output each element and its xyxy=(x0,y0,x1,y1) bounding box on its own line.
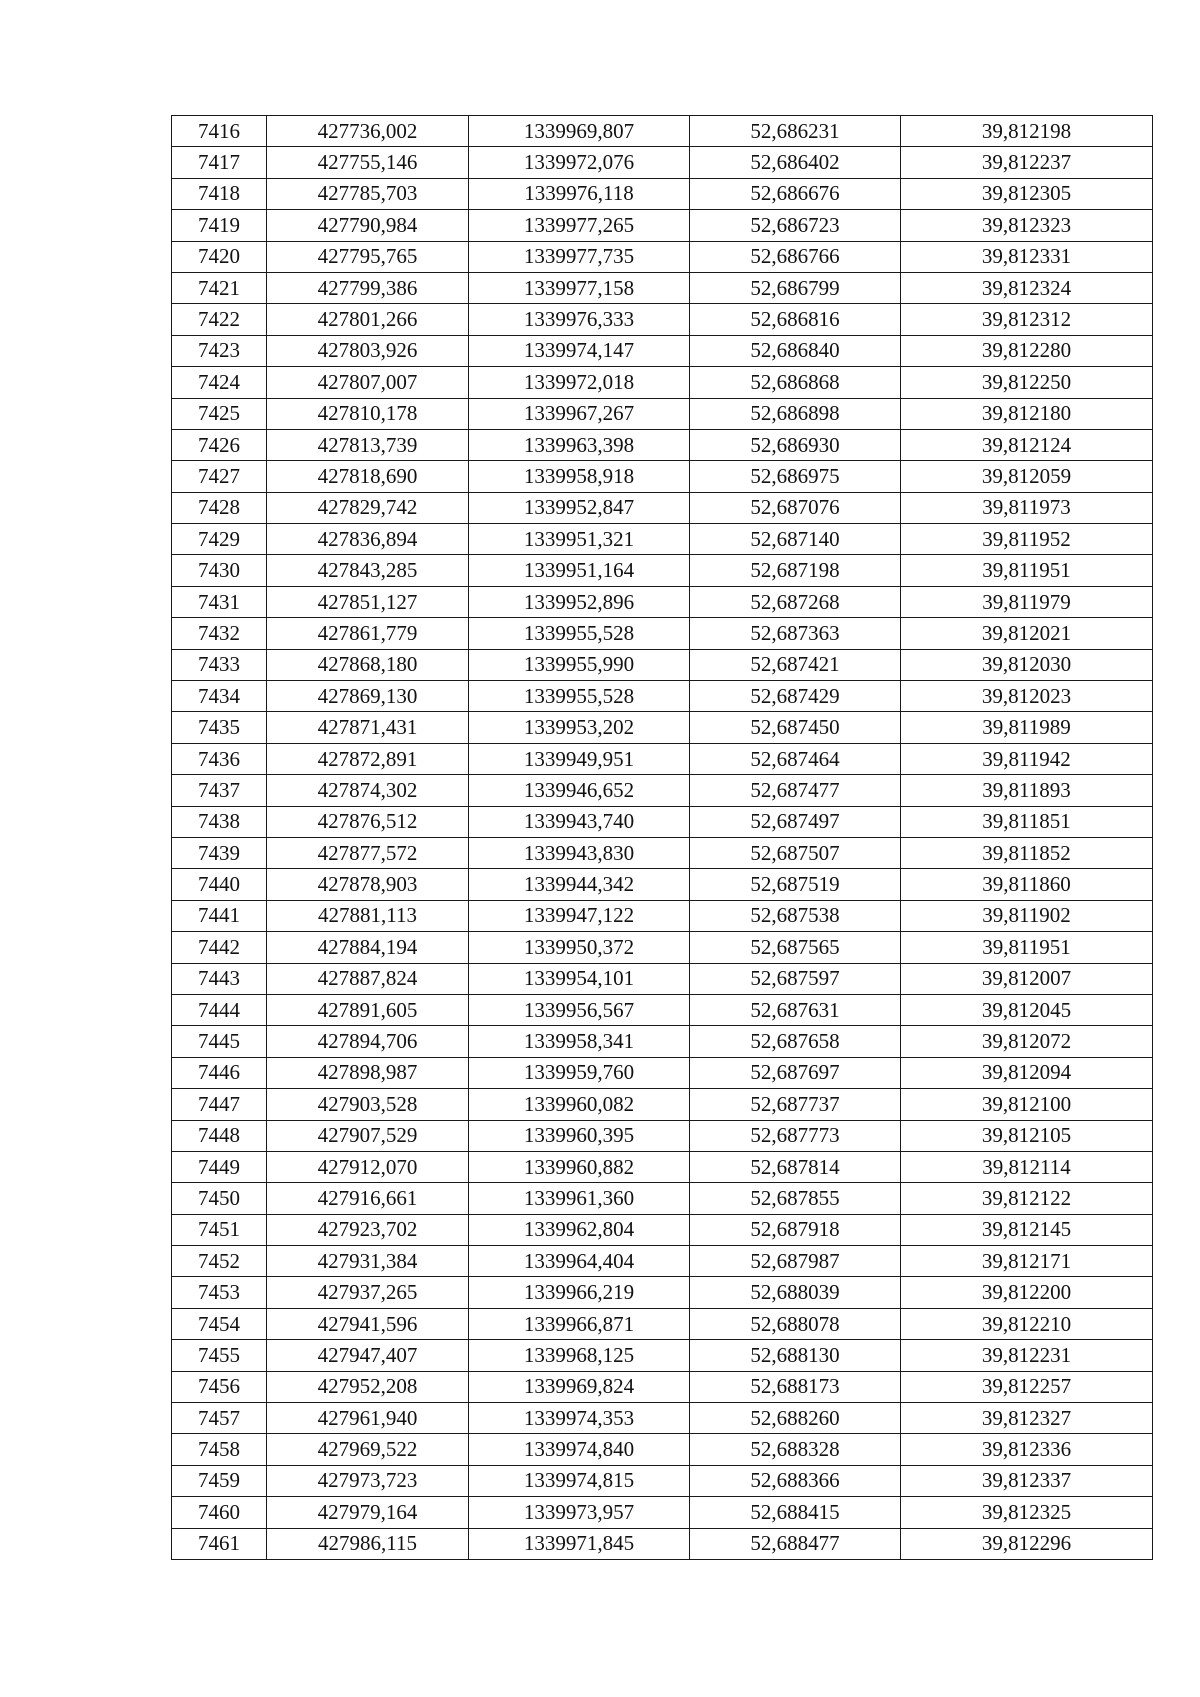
y-coordinate-cell: 1339962,804 xyxy=(469,1214,690,1245)
latitude-cell: 52,687507 xyxy=(690,837,901,868)
latitude-cell: 52,687987 xyxy=(690,1246,901,1277)
table-row xyxy=(172,147,1153,178)
y-coordinate-cell: 1339949,951 xyxy=(469,743,690,774)
y-coordinate-cell: 1339960,395 xyxy=(469,1120,690,1151)
y-coordinate-cell: 1339976,333 xyxy=(469,304,690,335)
point-number-cell: 7437 xyxy=(172,775,267,806)
table-row xyxy=(172,1340,1153,1371)
y-coordinate-cell: 1339974,353 xyxy=(469,1403,690,1434)
y-coordinate-cell: 1339943,830 xyxy=(469,837,690,868)
x-coordinate-cell: 427801,266 xyxy=(267,304,469,335)
coordinates-table-body xyxy=(172,116,1153,1560)
longitude-cell: 39,811952 xyxy=(901,524,1153,555)
latitude-cell: 52,686840 xyxy=(690,335,901,366)
point-number-cell: 7454 xyxy=(172,1308,267,1339)
longitude-cell: 39,812059 xyxy=(901,461,1153,492)
longitude-cell: 39,812327 xyxy=(901,1403,1153,1434)
point-number-cell: 7420 xyxy=(172,241,267,272)
longitude-cell: 39,812231 xyxy=(901,1340,1153,1371)
x-coordinate-cell: 427876,512 xyxy=(267,806,469,837)
y-coordinate-cell: 1339963,398 xyxy=(469,429,690,460)
table-row xyxy=(172,178,1153,209)
table-row xyxy=(172,241,1153,272)
latitude-cell: 52,687658 xyxy=(690,1026,901,1057)
latitude-cell: 52,686676 xyxy=(690,178,901,209)
latitude-cell: 52,687198 xyxy=(690,555,901,586)
latitude-cell: 52,686231 xyxy=(690,116,901,147)
latitude-cell: 52,686930 xyxy=(690,429,901,460)
y-coordinate-cell: 1339959,760 xyxy=(469,1057,690,1088)
longitude-cell: 39,812323 xyxy=(901,210,1153,241)
latitude-cell: 52,687421 xyxy=(690,649,901,680)
point-number-cell: 7453 xyxy=(172,1277,267,1308)
longitude-cell: 39,811951 xyxy=(901,555,1153,586)
y-coordinate-cell: 1339960,882 xyxy=(469,1151,690,1182)
y-coordinate-cell: 1339977,265 xyxy=(469,210,690,241)
latitude-cell: 52,687814 xyxy=(690,1151,901,1182)
longitude-cell: 39,812200 xyxy=(901,1277,1153,1308)
x-coordinate-cell: 427898,987 xyxy=(267,1057,469,1088)
longitude-cell: 39,812210 xyxy=(901,1308,1153,1339)
y-coordinate-cell: 1339974,815 xyxy=(469,1465,690,1496)
y-coordinate-cell: 1339944,342 xyxy=(469,869,690,900)
y-coordinate-cell: 1339969,824 xyxy=(469,1371,690,1402)
y-coordinate-cell: 1339972,076 xyxy=(469,147,690,178)
latitude-cell: 52,688078 xyxy=(690,1308,901,1339)
latitude-cell: 52,686975 xyxy=(690,461,901,492)
longitude-cell: 39,812171 xyxy=(901,1246,1153,1277)
y-coordinate-cell: 1339943,740 xyxy=(469,806,690,837)
point-number-cell: 7447 xyxy=(172,1089,267,1120)
x-coordinate-cell: 427799,386 xyxy=(267,272,469,303)
table-row xyxy=(172,367,1153,398)
latitude-cell: 52,687363 xyxy=(690,618,901,649)
x-coordinate-cell: 427941,596 xyxy=(267,1308,469,1339)
latitude-cell: 52,688039 xyxy=(690,1277,901,1308)
point-number-cell: 7416 xyxy=(172,116,267,147)
latitude-cell: 52,688328 xyxy=(690,1434,901,1465)
x-coordinate-cell: 427874,302 xyxy=(267,775,469,806)
table-row xyxy=(172,1183,1153,1214)
y-coordinate-cell: 1339974,147 xyxy=(469,335,690,366)
table-row xyxy=(172,963,1153,994)
x-coordinate-cell: 427979,164 xyxy=(267,1497,469,1528)
point-number-cell: 7446 xyxy=(172,1057,267,1088)
point-number-cell: 7421 xyxy=(172,272,267,303)
point-number-cell: 7458 xyxy=(172,1434,267,1465)
longitude-cell: 39,812023 xyxy=(901,681,1153,712)
x-coordinate-cell: 427969,522 xyxy=(267,1434,469,1465)
latitude-cell: 52,687697 xyxy=(690,1057,901,1088)
latitude-cell: 52,687519 xyxy=(690,869,901,900)
table-row xyxy=(172,1120,1153,1151)
point-number-cell: 7456 xyxy=(172,1371,267,1402)
longitude-cell: 39,812021 xyxy=(901,618,1153,649)
y-coordinate-cell: 1339951,321 xyxy=(469,524,690,555)
table-row xyxy=(172,743,1153,774)
point-number-cell: 7452 xyxy=(172,1246,267,1277)
latitude-cell: 52,687140 xyxy=(690,524,901,555)
point-number-cell: 7457 xyxy=(172,1403,267,1434)
x-coordinate-cell: 427736,002 xyxy=(267,116,469,147)
table-row xyxy=(172,1371,1153,1402)
y-coordinate-cell: 1339958,918 xyxy=(469,461,690,492)
table-row xyxy=(172,429,1153,460)
y-coordinate-cell: 1339968,125 xyxy=(469,1340,690,1371)
point-number-cell: 7419 xyxy=(172,210,267,241)
point-number-cell: 7455 xyxy=(172,1340,267,1371)
table-row xyxy=(172,1465,1153,1496)
x-coordinate-cell: 427907,529 xyxy=(267,1120,469,1151)
point-number-cell: 7427 xyxy=(172,461,267,492)
table-row xyxy=(172,1214,1153,1245)
x-coordinate-cell: 427961,940 xyxy=(267,1403,469,1434)
longitude-cell: 39,812122 xyxy=(901,1183,1153,1214)
y-coordinate-cell: 1339964,404 xyxy=(469,1246,690,1277)
y-coordinate-cell: 1339946,652 xyxy=(469,775,690,806)
x-coordinate-cell: 427868,180 xyxy=(267,649,469,680)
longitude-cell: 39,812145 xyxy=(901,1214,1153,1245)
point-number-cell: 7444 xyxy=(172,994,267,1025)
longitude-cell: 39,811979 xyxy=(901,586,1153,617)
table-row xyxy=(172,304,1153,335)
table-row xyxy=(172,210,1153,241)
latitude-cell: 52,687477 xyxy=(690,775,901,806)
table-row xyxy=(172,461,1153,492)
table-row xyxy=(172,398,1153,429)
table-row xyxy=(172,1057,1153,1088)
table-row xyxy=(172,1308,1153,1339)
longitude-cell: 39,811893 xyxy=(901,775,1153,806)
table-row xyxy=(172,869,1153,900)
point-number-cell: 7439 xyxy=(172,837,267,868)
point-number-cell: 7442 xyxy=(172,932,267,963)
latitude-cell: 52,686816 xyxy=(690,304,901,335)
longitude-cell: 39,812100 xyxy=(901,1089,1153,1120)
coordinates-table xyxy=(171,115,1153,1560)
point-number-cell: 7431 xyxy=(172,586,267,617)
y-coordinate-cell: 1339955,528 xyxy=(469,618,690,649)
x-coordinate-cell: 427931,384 xyxy=(267,1246,469,1277)
y-coordinate-cell: 1339958,341 xyxy=(469,1026,690,1057)
longitude-cell: 39,812312 xyxy=(901,304,1153,335)
y-coordinate-cell: 1339947,122 xyxy=(469,900,690,931)
y-coordinate-cell: 1339966,219 xyxy=(469,1277,690,1308)
x-coordinate-cell: 427887,824 xyxy=(267,963,469,994)
longitude-cell: 39,812337 xyxy=(901,1465,1153,1496)
longitude-cell: 39,812072 xyxy=(901,1026,1153,1057)
longitude-cell: 39,812305 xyxy=(901,178,1153,209)
y-coordinate-cell: 1339961,360 xyxy=(469,1183,690,1214)
table-row xyxy=(172,712,1153,743)
latitude-cell: 52,687737 xyxy=(690,1089,901,1120)
table-row xyxy=(172,806,1153,837)
point-number-cell: 7440 xyxy=(172,869,267,900)
table-row xyxy=(172,618,1153,649)
longitude-cell: 39,812250 xyxy=(901,367,1153,398)
latitude-cell: 52,686723 xyxy=(690,210,901,241)
latitude-cell: 52,687429 xyxy=(690,681,901,712)
longitude-cell: 39,812325 xyxy=(901,1497,1153,1528)
latitude-cell: 52,687631 xyxy=(690,994,901,1025)
longitude-cell: 39,812180 xyxy=(901,398,1153,429)
point-number-cell: 7451 xyxy=(172,1214,267,1245)
point-number-cell: 7436 xyxy=(172,743,267,774)
latitude-cell: 52,687076 xyxy=(690,492,901,523)
table-row xyxy=(172,586,1153,617)
point-number-cell: 7449 xyxy=(172,1151,267,1182)
table-row xyxy=(172,272,1153,303)
latitude-cell: 52,687464 xyxy=(690,743,901,774)
y-coordinate-cell: 1339950,372 xyxy=(469,932,690,963)
x-coordinate-cell: 427923,702 xyxy=(267,1214,469,1245)
point-number-cell: 7435 xyxy=(172,712,267,743)
x-coordinate-cell: 427973,723 xyxy=(267,1465,469,1496)
table-row xyxy=(172,1403,1153,1434)
point-number-cell: 7434 xyxy=(172,681,267,712)
longitude-cell: 39,811852 xyxy=(901,837,1153,868)
y-coordinate-cell: 1339972,018 xyxy=(469,367,690,398)
table-row xyxy=(172,1151,1153,1182)
latitude-cell: 52,688173 xyxy=(690,1371,901,1402)
longitude-cell: 39,811851 xyxy=(901,806,1153,837)
y-coordinate-cell: 1339953,202 xyxy=(469,712,690,743)
latitude-cell: 52,686402 xyxy=(690,147,901,178)
x-coordinate-cell: 427937,265 xyxy=(267,1277,469,1308)
x-coordinate-cell: 427755,146 xyxy=(267,147,469,178)
y-coordinate-cell: 1339966,871 xyxy=(469,1308,690,1339)
y-coordinate-cell: 1339976,118 xyxy=(469,178,690,209)
longitude-cell: 39,811942 xyxy=(901,743,1153,774)
x-coordinate-cell: 427790,984 xyxy=(267,210,469,241)
latitude-cell: 52,688366 xyxy=(690,1465,901,1496)
table-row xyxy=(172,524,1153,555)
x-coordinate-cell: 427785,703 xyxy=(267,178,469,209)
y-coordinate-cell: 1339954,101 xyxy=(469,963,690,994)
y-coordinate-cell: 1339955,528 xyxy=(469,681,690,712)
y-coordinate-cell: 1339960,082 xyxy=(469,1089,690,1120)
x-coordinate-cell: 427912,070 xyxy=(267,1151,469,1182)
point-number-cell: 7445 xyxy=(172,1026,267,1057)
y-coordinate-cell: 1339967,267 xyxy=(469,398,690,429)
point-number-cell: 7460 xyxy=(172,1497,267,1528)
longitude-cell: 39,812114 xyxy=(901,1151,1153,1182)
point-number-cell: 7438 xyxy=(172,806,267,837)
table-row xyxy=(172,555,1153,586)
table-row xyxy=(172,1026,1153,1057)
x-coordinate-cell: 427872,891 xyxy=(267,743,469,774)
longitude-cell: 39,812331 xyxy=(901,241,1153,272)
x-coordinate-cell: 427894,706 xyxy=(267,1026,469,1057)
table-row xyxy=(172,900,1153,931)
y-coordinate-cell: 1339974,840 xyxy=(469,1434,690,1465)
point-number-cell: 7448 xyxy=(172,1120,267,1151)
point-number-cell: 7433 xyxy=(172,649,267,680)
point-number-cell: 7425 xyxy=(172,398,267,429)
table-row xyxy=(172,1497,1153,1528)
x-coordinate-cell: 427869,130 xyxy=(267,681,469,712)
point-number-cell: 7450 xyxy=(172,1183,267,1214)
point-number-cell: 7418 xyxy=(172,178,267,209)
point-number-cell: 7461 xyxy=(172,1528,267,1559)
x-coordinate-cell: 427881,113 xyxy=(267,900,469,931)
latitude-cell: 52,686898 xyxy=(690,398,901,429)
x-coordinate-cell: 427871,431 xyxy=(267,712,469,743)
y-coordinate-cell: 1339969,807 xyxy=(469,116,690,147)
longitude-cell: 39,812124 xyxy=(901,429,1153,460)
longitude-cell: 39,812336 xyxy=(901,1434,1153,1465)
longitude-cell: 39,812030 xyxy=(901,649,1153,680)
longitude-cell: 39,812237 xyxy=(901,147,1153,178)
point-number-cell: 7426 xyxy=(172,429,267,460)
x-coordinate-cell: 427818,690 xyxy=(267,461,469,492)
x-coordinate-cell: 427861,779 xyxy=(267,618,469,649)
x-coordinate-cell: 427952,208 xyxy=(267,1371,469,1402)
table-row xyxy=(172,837,1153,868)
longitude-cell: 39,811989 xyxy=(901,712,1153,743)
latitude-cell: 52,688260 xyxy=(690,1403,901,1434)
point-number-cell: 7443 xyxy=(172,963,267,994)
x-coordinate-cell: 427813,739 xyxy=(267,429,469,460)
table-row xyxy=(172,994,1153,1025)
y-coordinate-cell: 1339973,957 xyxy=(469,1497,690,1528)
latitude-cell: 52,687855 xyxy=(690,1183,901,1214)
x-coordinate-cell: 427803,926 xyxy=(267,335,469,366)
longitude-cell: 39,811973 xyxy=(901,492,1153,523)
x-coordinate-cell: 427795,765 xyxy=(267,241,469,272)
x-coordinate-cell: 427843,285 xyxy=(267,555,469,586)
table-row xyxy=(172,1434,1153,1465)
x-coordinate-cell: 427807,007 xyxy=(267,367,469,398)
y-coordinate-cell: 1339977,735 xyxy=(469,241,690,272)
latitude-cell: 52,687597 xyxy=(690,963,901,994)
point-number-cell: 7430 xyxy=(172,555,267,586)
longitude-cell: 39,812280 xyxy=(901,335,1153,366)
latitude-cell: 52,687773 xyxy=(690,1120,901,1151)
longitude-cell: 39,812094 xyxy=(901,1057,1153,1088)
table-row xyxy=(172,649,1153,680)
x-coordinate-cell: 427891,605 xyxy=(267,994,469,1025)
table-row xyxy=(172,681,1153,712)
longitude-cell: 39,812257 xyxy=(901,1371,1153,1402)
table-row xyxy=(172,1089,1153,1120)
longitude-cell: 39,812007 xyxy=(901,963,1153,994)
table-row xyxy=(172,335,1153,366)
x-coordinate-cell: 427916,661 xyxy=(267,1183,469,1214)
latitude-cell: 52,686799 xyxy=(690,272,901,303)
table-row xyxy=(172,116,1153,147)
longitude-cell: 39,812296 xyxy=(901,1528,1153,1559)
latitude-cell: 52,688415 xyxy=(690,1497,901,1528)
point-number-cell: 7423 xyxy=(172,335,267,366)
point-number-cell: 7459 xyxy=(172,1465,267,1496)
longitude-cell: 39,812105 xyxy=(901,1120,1153,1151)
point-number-cell: 7441 xyxy=(172,900,267,931)
latitude-cell: 52,687918 xyxy=(690,1214,901,1245)
x-coordinate-cell: 427986,115 xyxy=(267,1528,469,1559)
longitude-cell: 39,811860 xyxy=(901,869,1153,900)
latitude-cell: 52,686766 xyxy=(690,241,901,272)
x-coordinate-cell: 427851,127 xyxy=(267,586,469,617)
longitude-cell: 39,812045 xyxy=(901,994,1153,1025)
point-number-cell: 7424 xyxy=(172,367,267,398)
y-coordinate-cell: 1339951,164 xyxy=(469,555,690,586)
table-row xyxy=(172,1528,1153,1559)
y-coordinate-cell: 1339977,158 xyxy=(469,272,690,303)
latitude-cell: 52,688130 xyxy=(690,1340,901,1371)
y-coordinate-cell: 1339971,845 xyxy=(469,1528,690,1559)
point-number-cell: 7428 xyxy=(172,492,267,523)
x-coordinate-cell: 427829,742 xyxy=(267,492,469,523)
longitude-cell: 39,812324 xyxy=(901,272,1153,303)
latitude-cell: 52,687450 xyxy=(690,712,901,743)
y-coordinate-cell: 1339952,847 xyxy=(469,492,690,523)
point-number-cell: 7422 xyxy=(172,304,267,335)
x-coordinate-cell: 427836,894 xyxy=(267,524,469,555)
table-row xyxy=(172,1246,1153,1277)
table-row xyxy=(172,775,1153,806)
x-coordinate-cell: 427878,903 xyxy=(267,869,469,900)
table-row xyxy=(172,492,1153,523)
y-coordinate-cell: 1339956,567 xyxy=(469,994,690,1025)
point-number-cell: 7432 xyxy=(172,618,267,649)
latitude-cell: 52,688477 xyxy=(690,1528,901,1559)
latitude-cell: 52,687538 xyxy=(690,900,901,931)
table-row xyxy=(172,932,1153,963)
longitude-cell: 39,811902 xyxy=(901,900,1153,931)
latitude-cell: 52,687497 xyxy=(690,806,901,837)
latitude-cell: 52,686868 xyxy=(690,367,901,398)
y-coordinate-cell: 1339952,896 xyxy=(469,586,690,617)
table-row xyxy=(172,1277,1153,1308)
point-number-cell: 7417 xyxy=(172,147,267,178)
x-coordinate-cell: 427877,572 xyxy=(267,837,469,868)
x-coordinate-cell: 427947,407 xyxy=(267,1340,469,1371)
x-coordinate-cell: 427884,194 xyxy=(267,932,469,963)
latitude-cell: 52,687268 xyxy=(690,586,901,617)
x-coordinate-cell: 427810,178 xyxy=(267,398,469,429)
longitude-cell: 39,811951 xyxy=(901,932,1153,963)
point-number-cell: 7429 xyxy=(172,524,267,555)
y-coordinate-cell: 1339955,990 xyxy=(469,649,690,680)
x-coordinate-cell: 427903,528 xyxy=(267,1089,469,1120)
latitude-cell: 52,687565 xyxy=(690,932,901,963)
longitude-cell: 39,812198 xyxy=(901,116,1153,147)
